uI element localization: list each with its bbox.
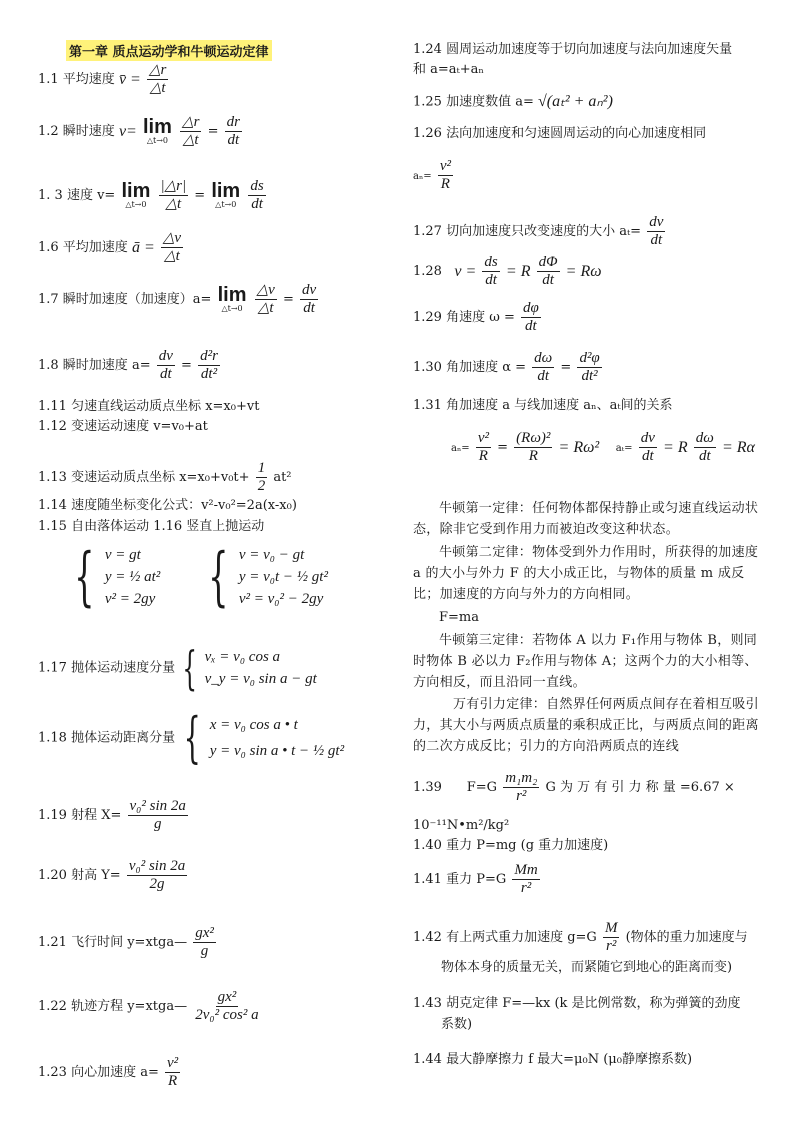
formula-1-27: 1.27 切向加速度只改变速度的大小 aₜ= $\frac{dv}{dt}$	[413, 214, 664, 248]
formula-1-15-16: 1.15 自由落体运动 1.16 竖直上抛运动	[38, 519, 265, 534]
newton-second-law-formula: F=ma	[439, 610, 479, 625]
formula-1-29: 1.29 角速度 ω = $\frac{d\varphi}{dt}$	[413, 300, 539, 334]
free-fall-system: { v = gt y = ½ at² v² = 2gy	[74, 540, 161, 614]
limit-operator: lim △t→0	[143, 116, 172, 145]
formula-1-31: 1.31 角加速度 a 与线加速度 aₙ、aₜ间的关系	[413, 398, 673, 413]
formula-1-18: 1.18 抛体运动距离分量 { x = v₀ cos a • t y = v₀ sin a • t − ½ gt²	[38, 706, 345, 769]
formula-1-13: 1.13 变速运动质点坐标 x=x₀+v₀t+ $\frac{1}{2}$ at²	[38, 460, 292, 494]
formula-1-12: 1.12 变速运动速度 v=v₀+at	[38, 419, 208, 434]
formula-1-2: 1.2 瞬时速度 v= lim △t→0 $\frac{\triangle r}{\triangle t}$ = $\frac{dr}{dt}$	[38, 114, 240, 148]
newton-second-law: 牛顿第二定律：物体受到外力作用时，所获得的加速度 a 的大小与外力 F 的大小成正比，与物体的质量 m 成反比；加速度的方向与外力的方向相同。	[413, 545, 759, 602]
formula-1-42: 1.42 有上两式重力加速度 g=G $\frac{M}{\text{r²}}$ (物体的重力加速度与	[413, 920, 748, 954]
vertical-throw-system: { v = v₀ − gt y = v₀t − ½ gt² v² = v₀² − 2gy	[208, 540, 328, 614]
formula-1-11: 1.11 匀速直线运动质点坐标 x=x₀+vt	[38, 399, 260, 414]
formula-1-14: 1.14 速度随坐标变化公式：v²-v₀²=2a(x-x₀)	[38, 498, 297, 513]
formula-1-41: 1.41 重力 P=G $\frac{Mm}{\text{r²}}$	[413, 862, 538, 896]
newton-third-law: 牛顿第三定律：若物体 A 以力 F₁作用与物体 B，则同时物体 B 必以力 F₂作用与物体 A；这两个力的大小相等、方向相反，而且沿同一直线。	[413, 633, 758, 690]
formula-1-24: 1.24 圆周运动加速度等于切向加速度与法向加速度矢量	[413, 42, 733, 57]
formula-1-26: 1.26 法向加速度和匀速圆周运动的向心加速度相同	[413, 126, 707, 141]
formula-1-7: 1.7 瞬时加速度（加速度）a= lim △t→0 $\frac{\triangle v}{\triangle t}$ = $\frac{dv}{dt}$	[38, 282, 317, 316]
limit-operator: lim △t→0	[121, 180, 151, 209]
gravitational-constant-unit: 10⁻¹¹N•m²/kg²	[413, 818, 510, 833]
formula-1-43-cont: 系数)	[441, 1017, 473, 1032]
formula-1-6: 1.6 平均加速度 ā = $\frac{\triangle v}{\triangle t}$	[38, 230, 182, 264]
limit-operator: lim △t→0	[211, 180, 241, 209]
formula-1-21: 1.21 飞行时间 y=xtga— $\frac{\text{gx²}}{g}$	[38, 925, 214, 959]
formula-1-3: 1. 3 速度 v= lim △t→0 $\frac{|\triangle r|}{\triangle t}$ = lim △t→0 $\frac{ds}{dt}$	[38, 178, 264, 212]
formula-1-26-eq: aₙ= $\frac{\text{v²}}{R}$	[413, 158, 451, 192]
formula-1-40: 1.40 重力 P=mg (g 重力加速度)	[413, 838, 609, 853]
formula-1-39: 1.39 F=G $\frac{\text{m₁m₂}}{\text{r²}}$ G 为 万 有 引 力 称 量 =6.67 ×	[413, 770, 735, 804]
limit-operator: lim △t→0	[217, 284, 247, 313]
formula-1-25: 1.25 加速度数值 a= √(aₜ² + aₙ²)	[413, 93, 613, 110]
formula-1-28: 1.28 v = $\frac{ds}{dt}$ = R $\frac{d\Phi}{dt}$ = Rω	[413, 254, 602, 288]
formula-1-31-eq: aₙ= $\frac{\text{v²}}{R}$ = $\frac{\text{(Rω)²}}{R}$ = Rω² aₜ= $\frac{dv}{dt}$ = R $\frac{d\omega}{dt}$ = Rα	[451, 430, 755, 464]
formula-1-42-cont: 物体本身的质量无关，而紧随它到地心的距离而变)	[441, 960, 733, 975]
formula-1-8: 1.8 瞬时加速度 a= $\frac{dv}{dt}$ = $\frac{\text{d²r}}{\text{dt²}}$	[38, 348, 218, 382]
formula-1-22: 1.22 轨迹方程 y=xtga— $\frac{\text{gx²}}{\text{2v₀² cos² a}}$	[38, 989, 259, 1023]
formula-1-30: 1.30 角加速度 α = $\frac{d\omega}{dt}$ = $\frac{\text{d²φ}}{\text{dt²}}$	[413, 350, 600, 384]
formula-1-1: 1.1 平均速度 v̄ = $\frac{\triangle r}{\triangle t}$	[38, 62, 167, 96]
formula-1-17: 1.17 抛体运动速度分量 { vₓ = v₀ cos a v_y = v₀ sin a − gt	[38, 641, 317, 695]
formula-1-19: 1.19 射程 X= $\frac{\text{v₀² sin 2a}}{g}$	[38, 798, 186, 832]
formula-1-20: 1.20 射高 Y= $\frac{\text{v₀² sin 2a}}{2g}$	[38, 858, 186, 892]
chapter-title: 第一章 质点运动学和牛顿运动定律	[66, 40, 272, 61]
formula-1-23: 1.23 向心加速度 a= $\frac{\text{v²}}{R}$	[38, 1055, 179, 1089]
formula-1-44: 1.44 最大静摩擦力 f 最大=μ₀N (μ₀静摩擦系数)	[413, 1052, 693, 1067]
formula-1-24-cont: 和 a=aₜ+aₙ	[413, 62, 484, 77]
newton-first-law: 牛顿第一定律：任何物体都保持静止或匀速直线运动状态，除非它受到作用力而被迫改变这种状态。	[413, 501, 759, 537]
formula-1-43: 1.43 胡克定律 F=—kx (k 是比例常数，称为弹簧的劲度	[413, 996, 741, 1011]
universal-gravitation-law: 万有引力定律：自然界任何两质点间存在着相互吸引力，其大小与两质点质量的乘积成正比，与两质点间的距离的二次方成反比；引力的方向沿两质点的连线	[413, 697, 759, 754]
